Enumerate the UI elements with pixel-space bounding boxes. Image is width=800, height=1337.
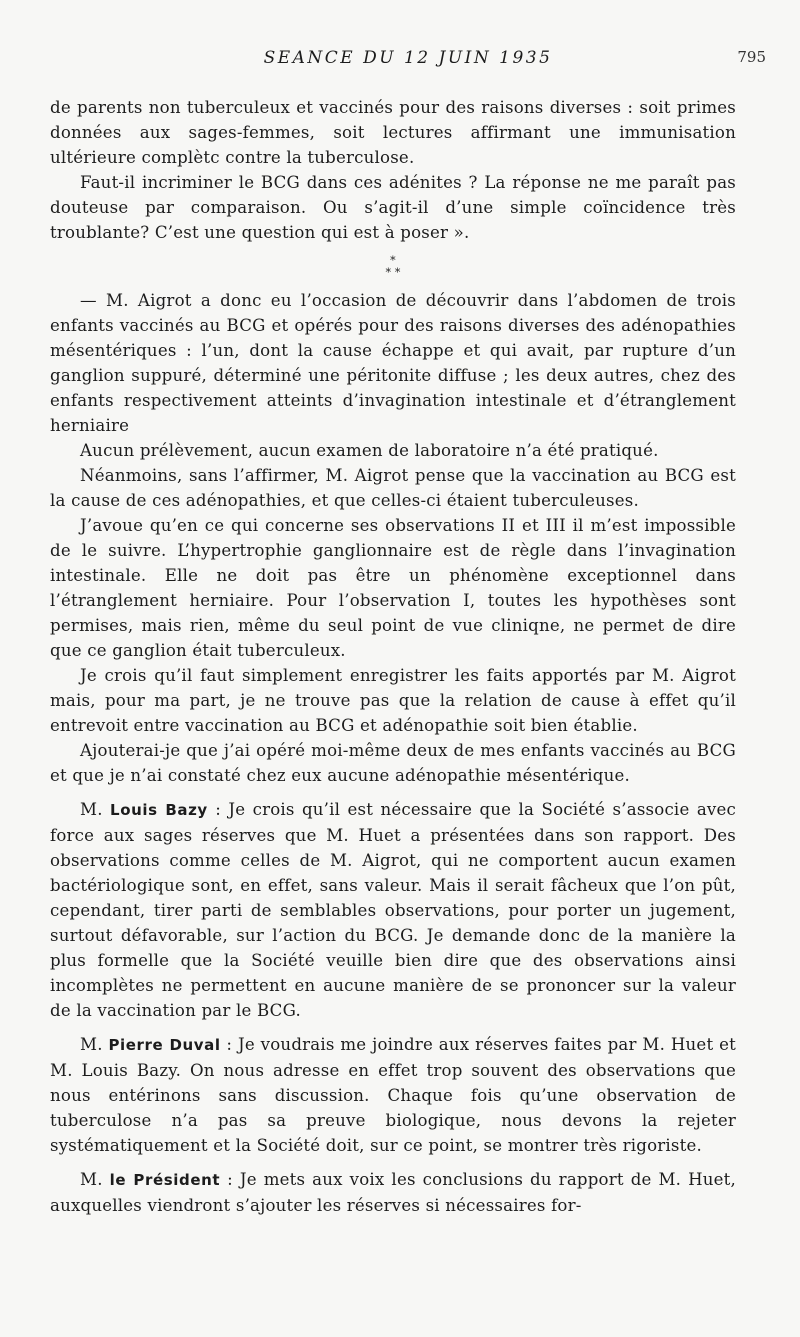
speaker-name: Pierre Duval bbox=[108, 1036, 221, 1054]
paragraph-louis-bazy bbox=[50, 797, 736, 1023]
speaker-prefix: M. bbox=[80, 1035, 109, 1054]
speaker-name: le Président bbox=[109, 1171, 221, 1189]
paragraph-pierre-duval bbox=[50, 1032, 736, 1158]
asterism-divider bbox=[50, 255, 736, 279]
asterism-bottom: * * bbox=[385, 266, 401, 279]
paragraph-aigrot-cases: — M. Aigrot a donc eu l’occasion de découvrir dans l’abdomen de trois enfants vaccinés au BCG et opérés pour des raisons diverses des adénopathies mésentériques : l’un, dont la cause échappe et qui avait, par rupture d’un ganglion suppuré, déterminé une péritonite diffuse ; les deux autres, chez des enfants respectivement atteints d’invagination intestinale et d’étranglement herniaire bbox=[50, 291, 736, 435]
asterism-top: * bbox=[390, 254, 396, 267]
body-text bbox=[50, 95, 736, 1218]
speaker-prefix: M. bbox=[80, 1170, 110, 1189]
page-header bbox=[50, 48, 766, 74]
running-head: SEANCE DU 12 JUIN 1935 bbox=[263, 48, 553, 68]
speaker-text: : Je crois qu’il est nécessaire que la Société s’associe avec force aux sages réserves que M. Huet a présentées dans son rapport. Des observations comme celles de M. Aigrot, qui ne comportent aucun examen bactériologique sont, en effet, sans valeur. Mais il serait fâcheux que l’on pût, cependant, tirer parti de semblables observations, pour porter un jugement, surtout défavorable, sur l’action du BCG. Je demande donc de la manière la plus formelle que la Société veuille bien dire que des observations ainsi incomplètes ne permettent en aucune manière de se prononcer sur la valeur de la vaccination par le BCG. bbox=[50, 800, 737, 1020]
paragraph-observations: J’avoue qu’en ce qui concerne ses observations II et III il m’est impossible de le suivre. L’hypertrophie ganglionnaire est de règle dans l’invagination intestinale. Elle ne doit pas être un phénomène exceptionnel dans l’étranglement herniaire. Pour l’observation I, toutes les hypothèses sont permises, mais rien, même du seul point de vue cliniqne, ne permet de dire que ce ganglion était tuberculeux. bbox=[50, 516, 736, 660]
speaker-text: : Je voudrais me joindre aux réserves faites par M. Huet et M. Louis Bazy. On nous adresse en effet trop souvent des observations que nous entérinons sans discussion. Chaque fois qu’une observation de tuberculose n’a pas sa preuve biologique, nous devons la rejeter systématiquement et la Société doit, sur ce point, se montrer très rigoriste. bbox=[50, 1035, 736, 1155]
paragraph-question: Faut-il incriminer le BCG dans ces adénites ? La réponse ne me paraît pas douteuse par comparaison. Ou s’agit-il d’une simple coïncidence très troublante? C’est une question qui est à poser ». bbox=[50, 173, 736, 242]
paragraph-president bbox=[50, 1167, 736, 1218]
speaker-text: : Je mets aux voix les conclusions du rapport de M. Huet, auxquelles viendront s’ajouter les réserves si nécessaires for- bbox=[50, 1170, 736, 1215]
paragraph-conclusion: Je crois qu’il faut simplement enregistrer les faits apportés par M. Aigrot mais, pour ma part, je ne trouve pas que la relation de cause à effet qu’il entrevoit entre vaccination au BCG et adénopathie soit bien établie. bbox=[50, 666, 736, 735]
speaker-name: Louis Bazy bbox=[110, 801, 208, 819]
speaker-prefix: M. bbox=[80, 800, 111, 819]
paragraph-continuation: de parents non tuberculeux et vaccinés pour des raisons diverses : soit primes données aux sages-femmes, soit lectures affirmant une immunisation ultérieure complètc contre la tuberculose. bbox=[50, 98, 736, 167]
page-number: 795 bbox=[737, 48, 766, 66]
paragraph-aigrot-opinion: Néanmoins, sans l’affirmer, M. Aigrot pense que la vaccination au BCG est la cause de ces adénopathies, et que celles-ci étaient tuberculeuses. bbox=[50, 466, 736, 510]
paragraph-own-cases: Ajouterai-je que j’ai opéré moi-même deux de mes enfants vaccinés au BCG et que je n’ai constaté chez eux aucune adénopathie mésentérique. bbox=[50, 741, 736, 785]
paragraph-no-lab: Aucun prélèvement, aucun examen de laboratoire n’a été pratiqué. bbox=[80, 441, 659, 460]
